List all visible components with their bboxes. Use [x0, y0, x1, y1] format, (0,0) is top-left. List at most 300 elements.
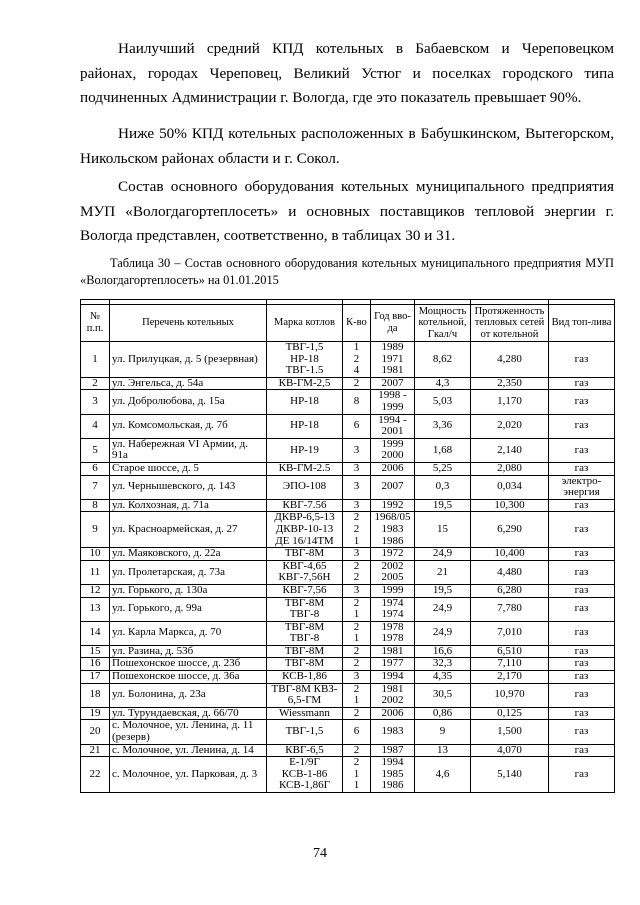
header-count: К-во: [343, 305, 371, 342]
cell-boiler-brand-line: ТВГ-8М: [284, 597, 325, 609]
cell-boiler-brand: [267, 342, 343, 378]
cell-fuel-type: газ: [549, 744, 615, 757]
cell-boiler-brand: [267, 744, 343, 757]
page-number: 74: [313, 846, 327, 861]
cell-count-line: 1: [353, 779, 360, 792]
cell-network-length: 0,034: [471, 475, 549, 499]
cell-boiler-brand-line: ТВГ-1,5: [285, 341, 324, 353]
cell-number: 2: [81, 377, 110, 390]
cell-boiler-brand-line: ЭПО-108: [282, 480, 327, 493]
cell-count-line: 2: [353, 707, 360, 719]
table-row: [81, 475, 615, 499]
cell-boiler-brand-line: НР-19: [290, 443, 319, 456]
cell-power: 5,25: [415, 462, 471, 475]
cell-boiler-name: ул. Красноармейская, д. 27: [110, 512, 267, 548]
cell-number: 1: [81, 342, 110, 378]
cell-fuel-type: газ: [549, 462, 615, 475]
cell-year: [371, 462, 415, 475]
cell-number: 6: [81, 462, 110, 475]
cell-power: 3,36: [415, 414, 471, 438]
cell-power: 30,5: [415, 683, 471, 707]
cell-network-length: 7,780: [471, 597, 549, 621]
cell-count-line: 1: [353, 608, 360, 621]
cell-boiler-brand-line: КСВ-1,86: [282, 670, 327, 683]
cell-network-length: 6,280: [471, 584, 549, 597]
cell-boiler-name: Пошехонское шоссе, д. 36а: [110, 671, 267, 684]
cell-power: 13: [415, 744, 471, 757]
cell-boiler-name: с. Молочное, ул. Парковая, д. 3: [110, 757, 267, 793]
cell-year: [371, 645, 415, 658]
cell-power: 24,9: [415, 621, 471, 645]
cell-boiler-brand-line: КСВ-1,86Г: [278, 779, 330, 792]
cell-count: [343, 414, 371, 438]
cell-year: [371, 475, 415, 499]
header-number: № п.п.: [81, 305, 110, 342]
cell-boiler-brand-line: ТВГ-8: [289, 632, 320, 645]
cell-count-line: 1: [353, 694, 360, 707]
cell-number: 13: [81, 597, 110, 621]
cell-boiler-brand: [267, 548, 343, 561]
cell-boiler-name: ул. Пролетарская, д. 73а: [110, 560, 267, 584]
table-row: [81, 597, 615, 621]
table-row: [81, 621, 615, 645]
cell-boiler-name: ул. Горького, д. 130а: [110, 584, 267, 597]
cell-year-line: 2000: [381, 449, 404, 462]
cell-year: [371, 499, 415, 512]
cell-boiler-name: ул. Маяковского, д. 22а: [110, 548, 267, 561]
cell-year: [371, 584, 415, 597]
cell-number: 7: [81, 475, 110, 499]
cell-boiler-name: ул. Разина, д. 53б: [110, 645, 267, 658]
cell-power: 19,5: [415, 499, 471, 512]
cell-fuel-type: газ: [549, 342, 615, 378]
table-row: [81, 720, 615, 744]
cell-count-line: 2: [353, 645, 360, 657]
table-row: [81, 658, 615, 671]
cell-boiler-brand-line: ТВГ-8М: [284, 657, 325, 670]
cell-boiler-brand-line: ТВГ-1,5: [285, 725, 324, 738]
cell-boiler-brand-line: ТВГ-8М КВЗ-: [271, 683, 338, 695]
cell-boiler-brand: [267, 720, 343, 744]
cell-boiler-brand-line: КВ-ГМ-2,5: [278, 377, 331, 389]
cell-count: [343, 658, 371, 671]
cell-count: [343, 683, 371, 707]
cell-power: 4,3: [415, 377, 471, 390]
table-row: [81, 560, 615, 584]
cell-fuel-type: газ: [549, 757, 615, 793]
cell-count-line: 8: [353, 395, 360, 408]
cell-boiler-brand: [267, 512, 343, 548]
cell-power: 0,86: [415, 707, 471, 720]
cell-count-line: 2: [353, 522, 360, 535]
cell-network-length: 2,170: [471, 671, 549, 684]
table-row: [81, 683, 615, 707]
cell-number: 14: [81, 621, 110, 645]
cell-number: 21: [81, 744, 110, 757]
cell-boiler-name: ул. Горького, д. 99а: [110, 597, 267, 621]
cell-count-line: 2: [353, 621, 360, 633]
cell-year: [371, 560, 415, 584]
cell-network-length: 2,020: [471, 414, 549, 438]
cell-count-line: 3: [353, 443, 360, 456]
cell-year-line: 1971: [381, 352, 404, 365]
table-row: [81, 462, 615, 475]
cell-network-length: 4,480: [471, 560, 549, 584]
cell-power: 16,6: [415, 645, 471, 658]
cell-year-line: 1987: [381, 744, 404, 756]
cell-count-line: 2: [353, 657, 360, 670]
cell-network-length: 1,500: [471, 720, 549, 744]
cell-count-line: 1: [353, 767, 360, 780]
cell-year-line: 1994 -: [378, 414, 407, 426]
cell-boiler-brand: [267, 438, 343, 462]
cell-power: 4,35: [415, 671, 471, 684]
cell-count: [343, 757, 371, 793]
cell-year-line: 1985: [381, 767, 404, 780]
cell-year-line: 1986: [381, 534, 404, 547]
cell-number: 19: [81, 707, 110, 720]
cell-year-line: 1978: [381, 632, 404, 645]
cell-count-line: 3: [353, 480, 360, 493]
cell-network-length: 4,280: [471, 342, 549, 378]
cell-boiler-brand: [267, 499, 343, 512]
cell-network-length: 6,290: [471, 512, 549, 548]
cell-count-line: 3: [353, 584, 360, 596]
cell-count-line: 6: [353, 725, 360, 738]
cell-year: [371, 597, 415, 621]
cell-boiler-brand: [267, 707, 343, 720]
cell-number: 12: [81, 584, 110, 597]
cell-boiler-name: ул. Карла Маркса, д. 70: [110, 621, 267, 645]
cell-network-length: 1,170: [471, 390, 549, 414]
cell-boiler-brand: [267, 462, 343, 475]
cell-boiler-brand-line: ТВГ-8: [289, 608, 320, 621]
cell-boiler-brand: [267, 584, 343, 597]
cell-boiler-name: ул. Набережная VI Армии, д. 91а: [110, 438, 267, 462]
header-boiler-brand: Марка котлов: [267, 305, 343, 342]
cell-boiler-name: ул. Болонина, д. 23а: [110, 683, 267, 707]
cell-year: [371, 390, 415, 414]
table-row: [81, 499, 615, 512]
cell-boiler-name: Старое шоссе, д. 5: [110, 462, 267, 475]
cell-number: 15: [81, 645, 110, 658]
cell-year-line: 1972: [381, 547, 404, 560]
cell-count-line: 2: [353, 377, 360, 389]
cell-number: 3: [81, 390, 110, 414]
cell-boiler-brand-line: ТВГ-8М: [284, 645, 325, 657]
cell-boiler-brand-line: ДКВР-10-13: [275, 522, 334, 535]
cell-year: [371, 414, 415, 438]
cell-boiler-name: ул. Турундаевская, д. 66/70: [110, 707, 267, 720]
cell-count-line: 4: [353, 364, 360, 377]
table-row: [81, 512, 615, 548]
cell-fuel-type: электро-энергия: [549, 475, 615, 499]
cell-year-line: 1999: [381, 584, 404, 596]
paragraph-efficiency-best: Наилучший средний КПД котельных в Бабаевском и Череповецком районах, городах Череповец, Великий Устюг и поселках городского типа подчиненных Администрации г. Вологда, где это показатель превышает 90%.: [80, 40, 614, 106]
cell-year: [371, 757, 415, 793]
cell-count: [343, 597, 371, 621]
equipment-table: [80, 299, 615, 793]
cell-number: 10: [81, 548, 110, 561]
cell-boiler-name: ул. Чернышевского, д. 143: [110, 475, 267, 499]
cell-boiler-brand: [267, 377, 343, 390]
cell-count: [343, 499, 371, 512]
header-power: Мощность котельной, Гкал/ч: [415, 305, 471, 342]
cell-boiler-brand: [267, 621, 343, 645]
cell-year-line: 1981: [381, 683, 404, 695]
cell-year-line: 1983: [381, 725, 404, 738]
cell-boiler-brand-line: ДЕ 16/14ТМ: [275, 534, 334, 547]
cell-network-length: 6,510: [471, 645, 549, 658]
cell-power: 19,5: [415, 584, 471, 597]
cell-fuel-type: газ: [549, 671, 615, 684]
cell-count-line: 1: [353, 632, 360, 645]
cell-year-line: 2002: [381, 694, 404, 707]
header-fuel-type: Вид топ-лива: [549, 305, 615, 342]
cell-power: 24,9: [415, 548, 471, 561]
cell-count: [343, 621, 371, 645]
cell-boiler-brand-line: КВГ-7,56: [282, 584, 327, 596]
cell-boiler-brand-line: ТВГ-1.5: [285, 364, 324, 377]
cell-network-length: 10,400: [471, 548, 549, 561]
cell-count-line: 3: [353, 670, 360, 683]
cell-network-length: 5,140: [471, 757, 549, 793]
paragraph-equipment-intro: Состав основного оборудования котельных муниципального предприятия МУП «Вологдагортеплосеть» и основных поставщиков тепловой энергии г. Вологда представлен, соответственно, в таблицах 30 и 31.: [80, 178, 614, 244]
cell-fuel-type: газ: [549, 560, 615, 584]
cell-boiler-brand-line: НР-18: [290, 395, 319, 408]
cell-count: [343, 744, 371, 757]
cell-boiler-name: ул. Прилуцкая, д. 5 (резервная): [110, 342, 267, 378]
cell-count-line: 2: [353, 511, 360, 524]
cell-power: 15: [415, 512, 471, 548]
cell-boiler-brand-line: Е-1/9Г: [289, 756, 320, 769]
cell-count: [343, 462, 371, 475]
cell-year-line: 1977: [381, 657, 404, 670]
cell-fuel-type: газ: [549, 621, 615, 645]
cell-boiler-brand: [267, 597, 343, 621]
cell-boiler-brand-line: КВГ-6,5: [285, 744, 324, 756]
cell-boiler-brand: [267, 560, 343, 584]
cell-fuel-type: газ: [549, 658, 615, 671]
table-row: [81, 584, 615, 597]
cell-year-line: 2002: [381, 560, 404, 572]
cell-count: [343, 512, 371, 548]
cell-count-line: 2: [353, 744, 360, 756]
cell-year-line: 1994: [381, 756, 404, 769]
cell-fuel-type: газ: [549, 597, 615, 621]
cell-fuel-type: газ: [549, 499, 615, 512]
cell-year: [371, 671, 415, 684]
table-row: [81, 645, 615, 658]
cell-boiler-brand: [267, 658, 343, 671]
cell-year-line: 2006: [381, 462, 404, 474]
cell-count-line: 1: [353, 341, 360, 353]
cell-boiler-brand: [267, 671, 343, 684]
cell-year-line: 1978: [381, 621, 404, 633]
paragraph-efficiency-low: Ниже 50% КПД котельных расположенных в Бабушкинском, Вытегорском, Никольском районах области и г. Сокол.: [80, 125, 614, 167]
cell-boiler-brand: [267, 475, 343, 499]
cell-count: [343, 377, 371, 390]
cell-power: 0,3: [415, 475, 471, 499]
cell-boiler-brand-line: НР-18: [290, 419, 319, 432]
cell-boiler-brand-line: НР-18: [290, 352, 319, 365]
cell-year: [371, 707, 415, 720]
cell-boiler-name: ул. Комсомольская, д. 7б: [110, 414, 267, 438]
cell-boiler-name: ул. Добролюбова, д. 15а: [110, 390, 267, 414]
cell-year: [371, 621, 415, 645]
cell-year-line: 1974: [381, 597, 404, 609]
table-row: [81, 757, 615, 793]
cell-year-line: 2005: [381, 571, 404, 584]
cell-count: [343, 475, 371, 499]
cell-network-length: 2,140: [471, 438, 549, 462]
cell-year-line: 1999: [381, 400, 404, 413]
cell-network-length: 7,110: [471, 658, 549, 671]
table-row: [81, 390, 615, 414]
cell-boiler-brand-line: КВГ-7.56: [282, 499, 327, 511]
cell-count-line: 3: [353, 462, 360, 474]
cell-year: [371, 548, 415, 561]
cell-network-length: 0,125: [471, 707, 549, 720]
cell-power: 21: [415, 560, 471, 584]
cell-year-line: 1974: [381, 608, 404, 621]
table-row: [81, 438, 615, 462]
cell-year-line: 1998 -: [378, 389, 407, 402]
cell-count-line: 2: [353, 571, 360, 584]
cell-year: [371, 683, 415, 707]
cell-network-length: 2,350: [471, 377, 549, 390]
cell-year-line: 1989: [381, 341, 404, 353]
cell-fuel-type: газ: [549, 645, 615, 658]
cell-count-line: 2: [353, 352, 360, 365]
table-row: [81, 744, 615, 757]
cell-year: [371, 377, 415, 390]
cell-fuel-type: газ: [549, 390, 615, 414]
cell-count: [343, 671, 371, 684]
cell-count-line: 1: [353, 534, 360, 547]
cell-year-line: 2007: [381, 480, 404, 493]
cell-year: [371, 720, 415, 744]
header-network-length: Протяженность тепловых сетей от котельной: [471, 305, 549, 342]
cell-boiler-brand-line: ТВГ-8М: [284, 621, 325, 633]
cell-count: [343, 548, 371, 561]
cell-year: [371, 512, 415, 548]
cell-fuel-type: газ: [549, 438, 615, 462]
cell-fuel-type: газ: [549, 720, 615, 744]
cell-count: [343, 584, 371, 597]
cell-power: 9: [415, 720, 471, 744]
cell-year: [371, 658, 415, 671]
cell-boiler-brand: [267, 414, 343, 438]
cell-count-line: 3: [353, 499, 360, 511]
cell-count: [343, 390, 371, 414]
cell-count-line: 3: [353, 547, 360, 560]
cell-boiler-brand-line: Wiessmann: [279, 707, 330, 719]
table-body: [81, 342, 615, 793]
cell-count-line: 2: [353, 560, 360, 572]
cell-fuel-type: газ: [549, 584, 615, 597]
cell-power: 5,03: [415, 390, 471, 414]
header-boiler-list: Перечень котельных: [110, 305, 267, 342]
cell-network-length: 4,070: [471, 744, 549, 757]
cell-fuel-type: газ: [549, 707, 615, 720]
cell-year-line: 1992: [381, 499, 404, 511]
cell-fuel-type: газ: [549, 377, 615, 390]
cell-fuel-type: газ: [549, 512, 615, 548]
cell-boiler-name: с. Молочное, ул. Ленина, д. 14: [110, 744, 267, 757]
cell-number: 20: [81, 720, 110, 744]
table-row: [81, 414, 615, 438]
cell-boiler-name: с. Молочное, ул. Ленина, д. 11 (резерв): [110, 720, 267, 744]
cell-count-line: 2: [353, 756, 360, 769]
cell-fuel-type: газ: [549, 548, 615, 561]
cell-number: 8: [81, 499, 110, 512]
cell-year-line: 1983: [381, 522, 404, 535]
table-row: [81, 707, 615, 720]
cell-count: [343, 707, 371, 720]
table-row: [81, 342, 615, 378]
header-year: Год вво-да: [371, 305, 415, 342]
cell-count: [343, 560, 371, 584]
cell-power: 1,68: [415, 438, 471, 462]
cell-year-line: 1994: [381, 670, 404, 683]
cell-number: 11: [81, 560, 110, 584]
cell-number: 9: [81, 512, 110, 548]
cell-network-length: 7,010: [471, 621, 549, 645]
cell-boiler-brand: [267, 645, 343, 658]
cell-boiler-brand-line: КВГ-7,56Н: [278, 571, 331, 584]
cell-boiler-name: ул. Энгельса, д. 54а: [110, 377, 267, 390]
cell-year-line: 1981: [381, 364, 404, 377]
table-row: [81, 671, 615, 684]
cell-year-line: 2006: [381, 707, 404, 719]
cell-boiler-brand: [267, 390, 343, 414]
cell-count-line: 2: [353, 683, 360, 695]
cell-number: 4: [81, 414, 110, 438]
cell-network-length: 10,970: [471, 683, 549, 707]
cell-number: 16: [81, 658, 110, 671]
cell-boiler-brand: [267, 757, 343, 793]
cell-count: [343, 342, 371, 378]
cell-boiler-brand-line: КВГ-4,65: [282, 560, 327, 572]
cell-number: 17: [81, 671, 110, 684]
cell-power: 32,3: [415, 658, 471, 671]
cell-fuel-type: газ: [549, 414, 615, 438]
cell-boiler-brand-line: КВ-ГМ-2.5: [278, 462, 331, 474]
cell-boiler-brand-line: КСВ-1-86: [281, 767, 328, 780]
cell-year-line: 2007: [381, 377, 404, 389]
cell-count-line: 2: [353, 597, 360, 609]
cell-year-line: 2001: [381, 425, 404, 438]
cell-count: [343, 438, 371, 462]
cell-count: [343, 645, 371, 658]
cell-year-line: 1981: [381, 645, 404, 657]
cell-year-line: 1968/05: [374, 511, 411, 524]
cell-number: 18: [81, 683, 110, 707]
cell-boiler-brand-line: ДКВР-6,5-13: [274, 511, 335, 524]
cell-boiler-brand: [267, 683, 343, 707]
table-caption: Таблица 30 – Состав основного оборудования котельных муниципального предприятия МУП «Вологдагортеплосеть» на 01.01.2015: [80, 256, 614, 287]
cell-network-length: 10,300: [471, 499, 549, 512]
cell-year-line: 1999: [381, 438, 404, 450]
cell-fuel-type: газ: [549, 683, 615, 707]
cell-power: 4,6: [415, 757, 471, 793]
cell-power: 8,62: [415, 342, 471, 378]
cell-power: 24,9: [415, 597, 471, 621]
cell-network-length: 2,080: [471, 462, 549, 475]
cell-year: [371, 342, 415, 378]
cell-boiler-name: ул. Колхозная, д. 71а: [110, 499, 267, 512]
